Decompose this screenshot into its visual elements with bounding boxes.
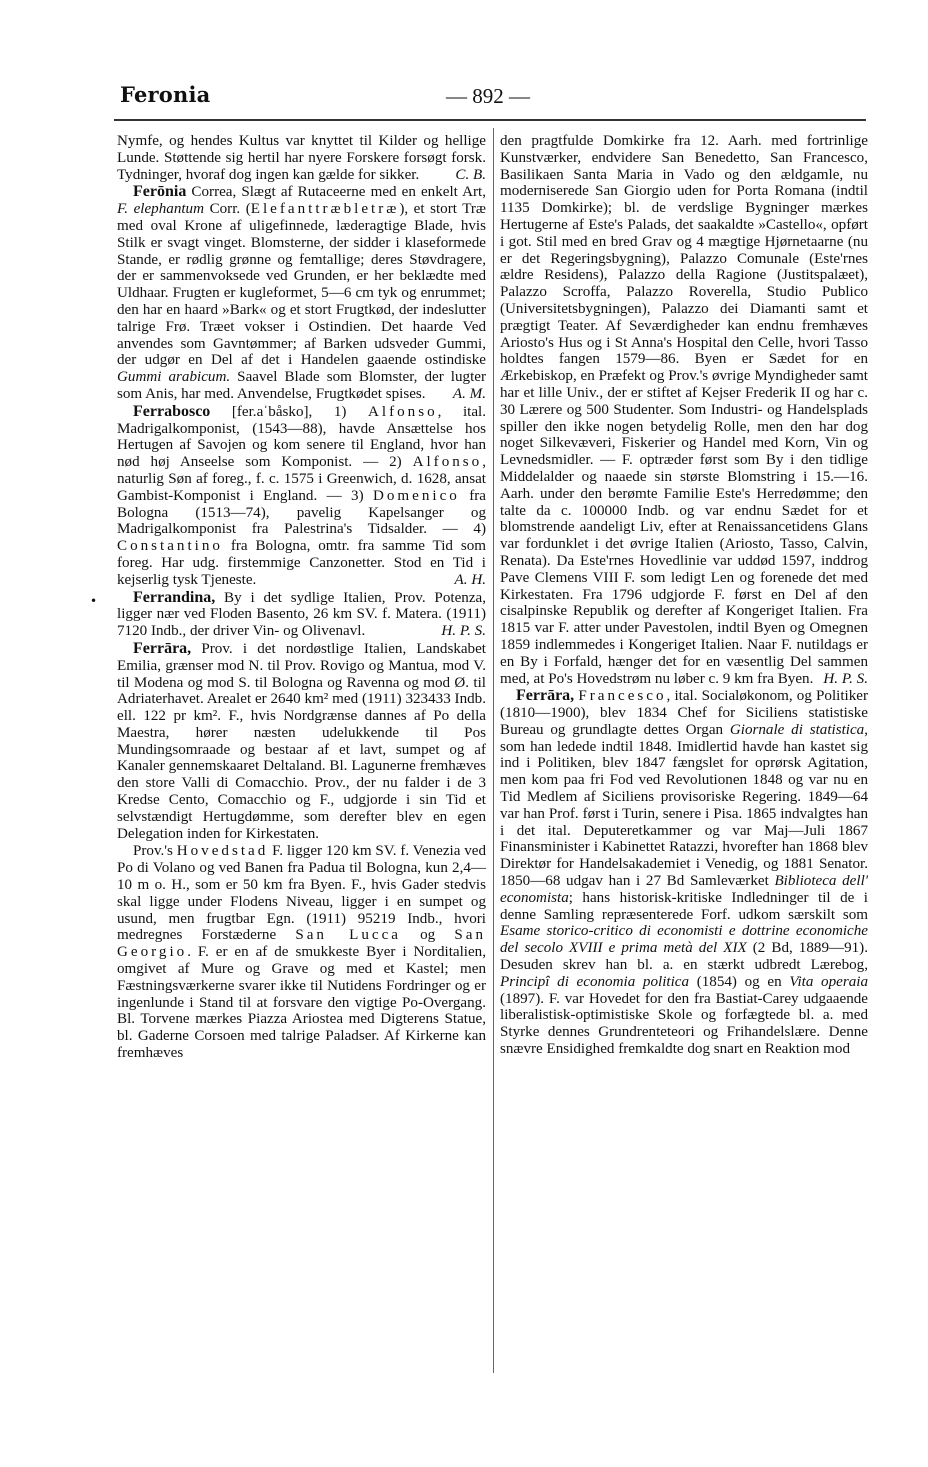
signature: A. M. — [452, 385, 486, 402]
entry-continuation: Nymfe, og hendes Kultus var knyttet til Kilder og hellige Lunde. Støttende sig hertil har nyere Forskere forsøgt forsk. Tydninger, hvoraf dog ingen kan gælde for sikker. C. B. — [117, 133, 486, 183]
right-column — [500, 133, 868, 1059]
entry-ferrara-city-continued: den pragtfulde Domkirke fra 12. Aarh. med fortrinlige Kunstværker, endvidere San Benedetto, San Francesco, Basilikaen Santa Maria in Vado og den ældgamle, nu moderniserede San Giorgio uden for Porta Romana (indtil 1135 Domkirke); bl. de verdslige Bygninger mærkes Hertugerne af Este's Palads, det saakaldte »Castello«, opført i got. Stil med en bred Grav og 4 mægtige Hjørnetaarne (nu er det Regeringsbygning), Palazzo Comunale (Este'rnes ældre Residens), Palazzo della Ragione (Justitspalæet), Palazzo Scroffa, Palazzo Roverella, Studio Publico (Universitetsbygningen), Palazzo dei Diamanti samt et prægtigt Teater. Af Seværdigheder kan endnu fremhæves Ariosto's Hus og i St Anna's Hospital den Celle, hvori Tasso holdtes fangen 1579—86. Byen er Sædet for en Ærkebiskop, en Præfekt og Prov.'s øvrige Myndigheder samt har et lille Univ., der er stiftet af Kejser Frederik II og har c. 30 Lærere og 500 Studenter. Som Industri- og Handelsplads spiller den ikke nogen betydelig Rolle, men den har dog noget Silkevæveri, Fiskerier og Handel med Korn, Vin og Levnedsmidler. — F. optræder først som By i den tidlige Middelalder og naaede sin største Blomstring i 15.—16. Aarh. under den berømte Familie Este's Herredømme; den talte da c. 100000 Indb. og var endnu Sædet for et blomstrende aandeligt Liv, efter at Renaissancetidens Glans var fordunklet i det øvrige Italien (Ariosto, Tasso, Calvin, Renata). Da Este'rnes Hovedlinie var uddød 1597, inddrog Pave Clemens VIII F. som ledigt Len og forenede det med Kirkestaten. Fra 1796 udgjorde F. først en Del af den cisalpinske Republik og derefter af Kongeriget Italien. Fra 1815 var F. atter under Pavestolen, indtil Byen og Omegnen 1859 indlemmedes i Kongeriget Italien. Naar F. nutildags er en By i Forfald, hænger det for en væsentlig Del sammen med, at Po's Hovedstrøm nu løber c. 9 km fra Byen. H. P. S. — [500, 133, 868, 687]
signature: C. B. — [455, 166, 486, 183]
page-header — [120, 78, 900, 114]
headword: Ferrāra, — [133, 639, 192, 657]
entry-ferrara-city: Prov.'s Hovedstad F. ligger 120 km SV. f. Venezia ved Po di Volano og ved Banen fra Padua til Bologna, kun 2,4—10 m o. H., som er 50 km fra Byen. F., hvis Gader stedvis skal ligge under Flodens Niveau, ligger i en sumpet og usund, men frugtbar Egn. (1911) 95219 Indb., hvori medregnes Forstæderne San Lucca og San Georgio. F. er en af de smukkeste Byer i Norditalien, omgivet af Mure og Grave og med et Kastel; men Fæstningsværkerne svarer ikke til Nutidens Fordringer og er ingenlunde i Stand til at forsvare den vigtige Po-Overgang. Bl. Torvene mærkes Piazza Ariostea med Digterens Statue, bl. Gaderne Corsoen med talrige Paladser. Af Kirkerne kan fremhæves — [117, 843, 487, 1062]
page-number: — 892 — — [446, 84, 530, 108]
entry-ferrara-francesco: Ferrāra, Francesco, ital. Socialøkonom, og Politiker (1810—1900), blev 1834 Chef for Siciliens statistiske Bureau og grundlagte dettes Organ Giornale di statistica, som han ledede indtil 1848. Imidlertid havde han kastet sig ind i Politiken, blev 1847 fængslet for oprørsk Agitation, men kom paa fri Fod ved Revolutionen 1848 og var nu en Tid Medlem af Siciliens provisoriske Regering. 1849—64 var han Prof. først i Turin, senere i Pisa. 1865 indvalgtes han i det ital. Deputeretkammer og var Maj—Juli 1867 Finansminister i Kabinettet Ratazzi, hvorefter han 1868 blev Direktør for Handelsakademiet i Venedig, og 1881 Senator. 1850—68 udgav han i 27 Bd Samleværket Biblioteca dell' economista; hans historisk-kritiske Indledninger til de i denne Samling repræsenterede Forf. udkom særskilt som Esame storico-critico di economisti e dottrine economiche del secolo XVIII e prima metà del XIX (2 Bd, 1889—91). Desuden skrev han bl. a. en stærkt udbredt Lærebog, Principî di economia politica (1854) og en Vita operaia (1897). F. var Hovedet for den fra Bastiat-Carey udgaaende liberalistisk-optimistiske Skole og forfægtede bl. a. med Styrke dennes Grundrenteteori og Frihandelslære. Denne snævre Ensidighed fremkaldte dog snart en Reaktion mod — [500, 687, 869, 1058]
signature: H. P. S. — [441, 623, 486, 640]
headword: Ferōnia — [133, 183, 187, 201]
headword: Ferrabosco — [133, 402, 211, 420]
signature: H. P. S. — [823, 670, 868, 687]
header-rule — [114, 119, 866, 121]
running-head: Feronia — [120, 82, 211, 107]
margin-mark: • — [90, 594, 98, 608]
left-column — [117, 133, 486, 1063]
entry-ferrandina: Ferrandina, By i det sydlige Italien, Prov. Potenza, ligger nær ved Floden Basento, 26 km SV. f. Matera. (1911) 7120 Indb., der driver Vin- og Olivenavl. H. P. S. — [117, 588, 486, 640]
headword: Ferrāra, — [516, 687, 575, 705]
entry-ferrabosco: Ferrabosco [fer.aˈbåsko], 1) Alfonso, ital. Madrigalkomponist, (1543—88), havde Ansættelse hos Hertugen af Savojen og kom senere til England, hvor han nød høj Anseelse som Komponist. — 2) Alfonso, naturlig Søn af foreg., f. c. 1575 i Greenwich, d. 1628, ansat Gambist-Komponist i England. — 3) Domenico fra Bologna (1513—74), pavelig Kapelsanger og Madrigalkomponist fra Palestrina's Tidsalder. — 4) Constantino fra Bologna, omtr. fra samme Tid som foreg. Har udg. firstemmige Canzonetter. Stod en Tid i kejserlig tysk Tjeneste. A. H. — [117, 402, 486, 588]
column-divider — [493, 128, 494, 1373]
headword: Ferrandina, — [133, 588, 216, 606]
entry-ferrara-province: Ferrāra, Prov. i det nordøstlige Italien, Landskabet Emilia, grænser mod N. til Prov. Rovigo og Mantua, mod V. til Modena og mod S. til Bologna og Ravenna og mod Ø. til Adriaterhavet. Arealet er 2640 km² med (1911) 323433 Indb. ell. 122 pr km². F., hvis Nordgrænse dannes af Po della Maestra, hører næsten udelukkende til Pos Mundingsomraade og bestaar af et lavt, sumpet og af Kanaler gennemskaaret Deltaland. Bl. Lagunerne fremhæves den store Valli di Comacchio. Prov., der nu falder i de 3 Kredse Cento, Comacchio og F., udgjorde i sin Tid et selvstændigt Hertugdømme, som derefter blev en egen Delegation inden for Kirkestaten. — [117, 639, 487, 842]
signature: A. H. — [454, 571, 486, 588]
entry-feronia: Ferōnia Correa, Slægt af Rutaceerne med en enkelt Art, F. elephantum Corr. (Elefanttræbletræ), et stort Træ med oval Krone af uligefinnede, læderagtige Blade, hvis Stilk er svagt vinget. Blomsterne, der sidder i klaseformede Stande, er rødlig grønne og femtallige; deres Støvdragere, der er sammenvoksede ved Grunden, er her beklædte med Uldhaar. Frugten er kugleformet, 5—6 cm tyk og enrummet; den har en haard »Bark« og et stort Frugtkød, der indeslutter talrige Frø. Træet vokser i Ostindien. Det haarde Ved anvendes som Gavntømmer; af Barken udsveder Gummi, der udgør en Del af det i Handelen gaaende ostindiske Gummi arabicum. Saavel Blade som Blomster, der lugter som Anis, har med. Anvendelse, Frugtkødet spises. A. M. — [117, 183, 486, 402]
